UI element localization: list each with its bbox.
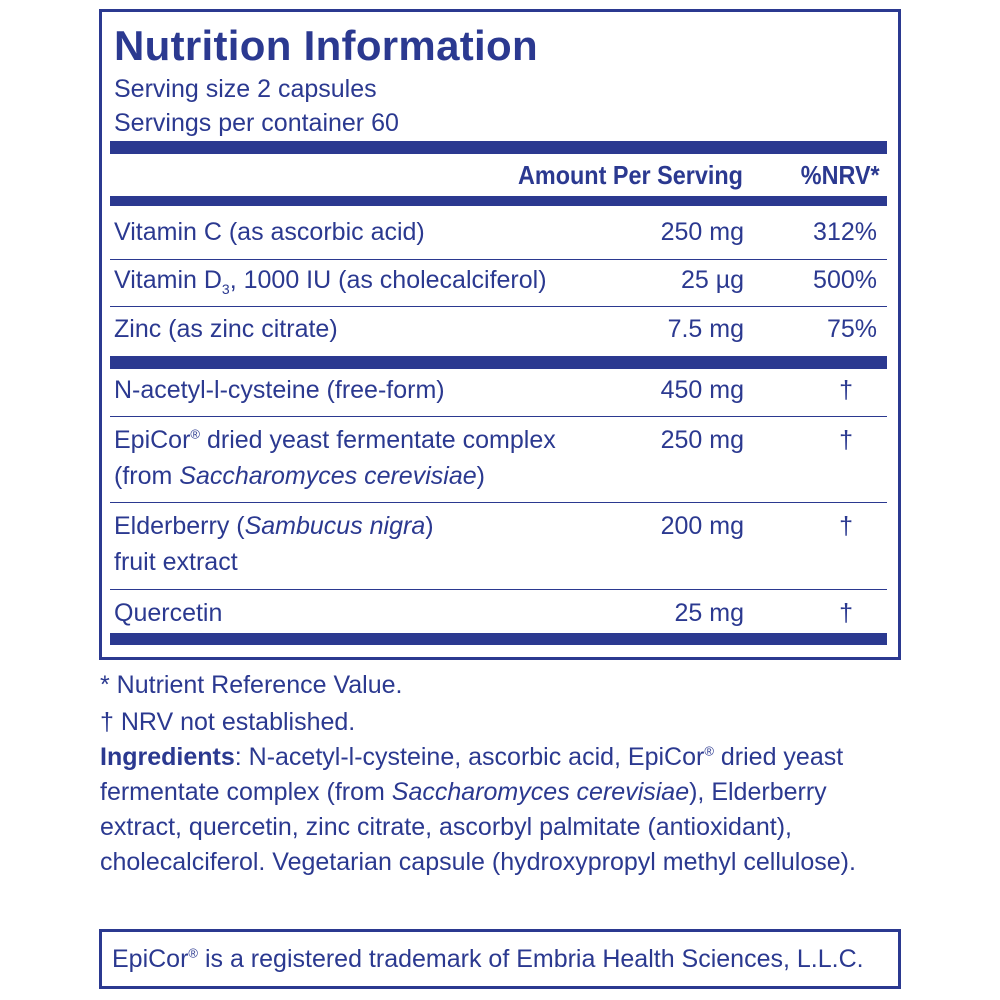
registered-mark: ®	[190, 426, 201, 442]
ingredient-nrv: †	[839, 426, 853, 454]
ingredient-name-line2	[114, 458, 556, 494]
ingredient-name-line2: fruit extract	[114, 548, 238, 576]
nutrient-amount: 25 µg	[680, 266, 744, 294]
footnote-nrv: * Nutrient Reference Value.	[100, 671, 403, 699]
brand-name: EpiCor	[112, 945, 189, 973]
footnote-dagger: † NRV not established.	[100, 708, 356, 736]
row-divider	[110, 306, 887, 307]
species-name: Saccharomyces cerevisiae	[179, 462, 477, 490]
ingredients-label: Ingredients	[100, 743, 235, 771]
name-part: EpiCor	[114, 426, 191, 454]
ingredient-name-line1	[114, 422, 556, 458]
row-divider	[110, 259, 887, 260]
ingredient-name	[114, 422, 556, 494]
ingredient-amount: 450 mg	[660, 376, 744, 404]
panel-bottom-bar	[110, 633, 887, 645]
species-name: Saccharomyces cerevisiae	[391, 778, 690, 806]
species-name: Sambucus nigra	[244, 512, 426, 540]
ingredient-name: Quercetin	[114, 599, 223, 627]
row-divider	[110, 502, 887, 503]
name-part: )	[425, 512, 434, 540]
ingredients-part: dried yeast fermentate complex (from	[100, 743, 844, 806]
row-divider	[110, 416, 887, 417]
ingredients-part: ), Elderberry extract, quercetin, zinc citrate, ascorbyl palmitate (antioxidant), cholecalciferol. Vegetarian capsule (hydroxypropyl methyl cellulose).	[100, 778, 856, 876]
section-divider-bar	[110, 356, 887, 369]
serving-size: Serving size 2 capsules	[114, 75, 377, 103]
ingredient-nrv: †	[839, 512, 853, 540]
header-top-bar	[110, 141, 887, 154]
ingredient-amount: 250 mg	[660, 426, 744, 454]
nutrient-name	[114, 262, 547, 298]
header-bottom-bar	[110, 196, 887, 206]
ingredients-paragraph	[100, 740, 890, 880]
ingredients-text	[100, 740, 890, 880]
panel-title: Nutrition Information	[114, 22, 538, 69]
nutrient-name: Vitamin C (as ascorbic acid)	[114, 218, 425, 246]
name-part: dried yeast fermentate complex	[200, 426, 556, 454]
trademark-text	[112, 942, 864, 976]
ingredient-name: N-acetyl-l-cysteine (free-form)	[114, 376, 445, 404]
ingredient-name	[114, 508, 434, 580]
name-part: )	[476, 462, 485, 490]
ingredient-nrv: †	[839, 599, 853, 627]
nutrient-name-part: Vitamin D	[114, 266, 222, 294]
nutrient-nrv: 75%	[826, 315, 877, 343]
ingredient-name-line1	[114, 508, 434, 544]
ingredient-amount: 25 mg	[674, 599, 744, 627]
trademark-box	[99, 929, 901, 989]
registered-mark: ®	[188, 945, 199, 961]
nutrition-panel	[99, 9, 901, 660]
subscript: 3	[221, 281, 230, 297]
servings-per-container: Servings per container 60	[114, 109, 399, 137]
ingredient-nrv: †	[839, 376, 853, 404]
name-part: Elderberry (	[114, 512, 245, 540]
amount-per-serving-header: Amount Per Serving	[518, 160, 743, 190]
nutrient-nrv: 500%	[813, 266, 877, 294]
row-divider	[110, 589, 887, 590]
nrv-header: %NRV*	[801, 160, 880, 190]
nutrient-name-part: , 1000 IU (as cholecalciferol)	[229, 266, 547, 294]
ingredient-amount: 200 mg	[660, 512, 744, 540]
trademark-statement: is a registered trademark of Embria Health Sciences, L.L.C.	[198, 945, 864, 973]
ingredients-part: : N-acetyl-l-cysteine, ascorbic acid, EpiCor	[234, 743, 705, 771]
registered-mark: ®	[704, 743, 714, 759]
nutrient-amount: 250 mg	[660, 218, 744, 246]
nutrient-amount: 7.5 mg	[667, 315, 744, 343]
name-part: (from	[114, 462, 180, 490]
nutrient-name: Zinc (as zinc citrate)	[114, 315, 338, 343]
nutrient-nrv: 312%	[813, 218, 877, 246]
